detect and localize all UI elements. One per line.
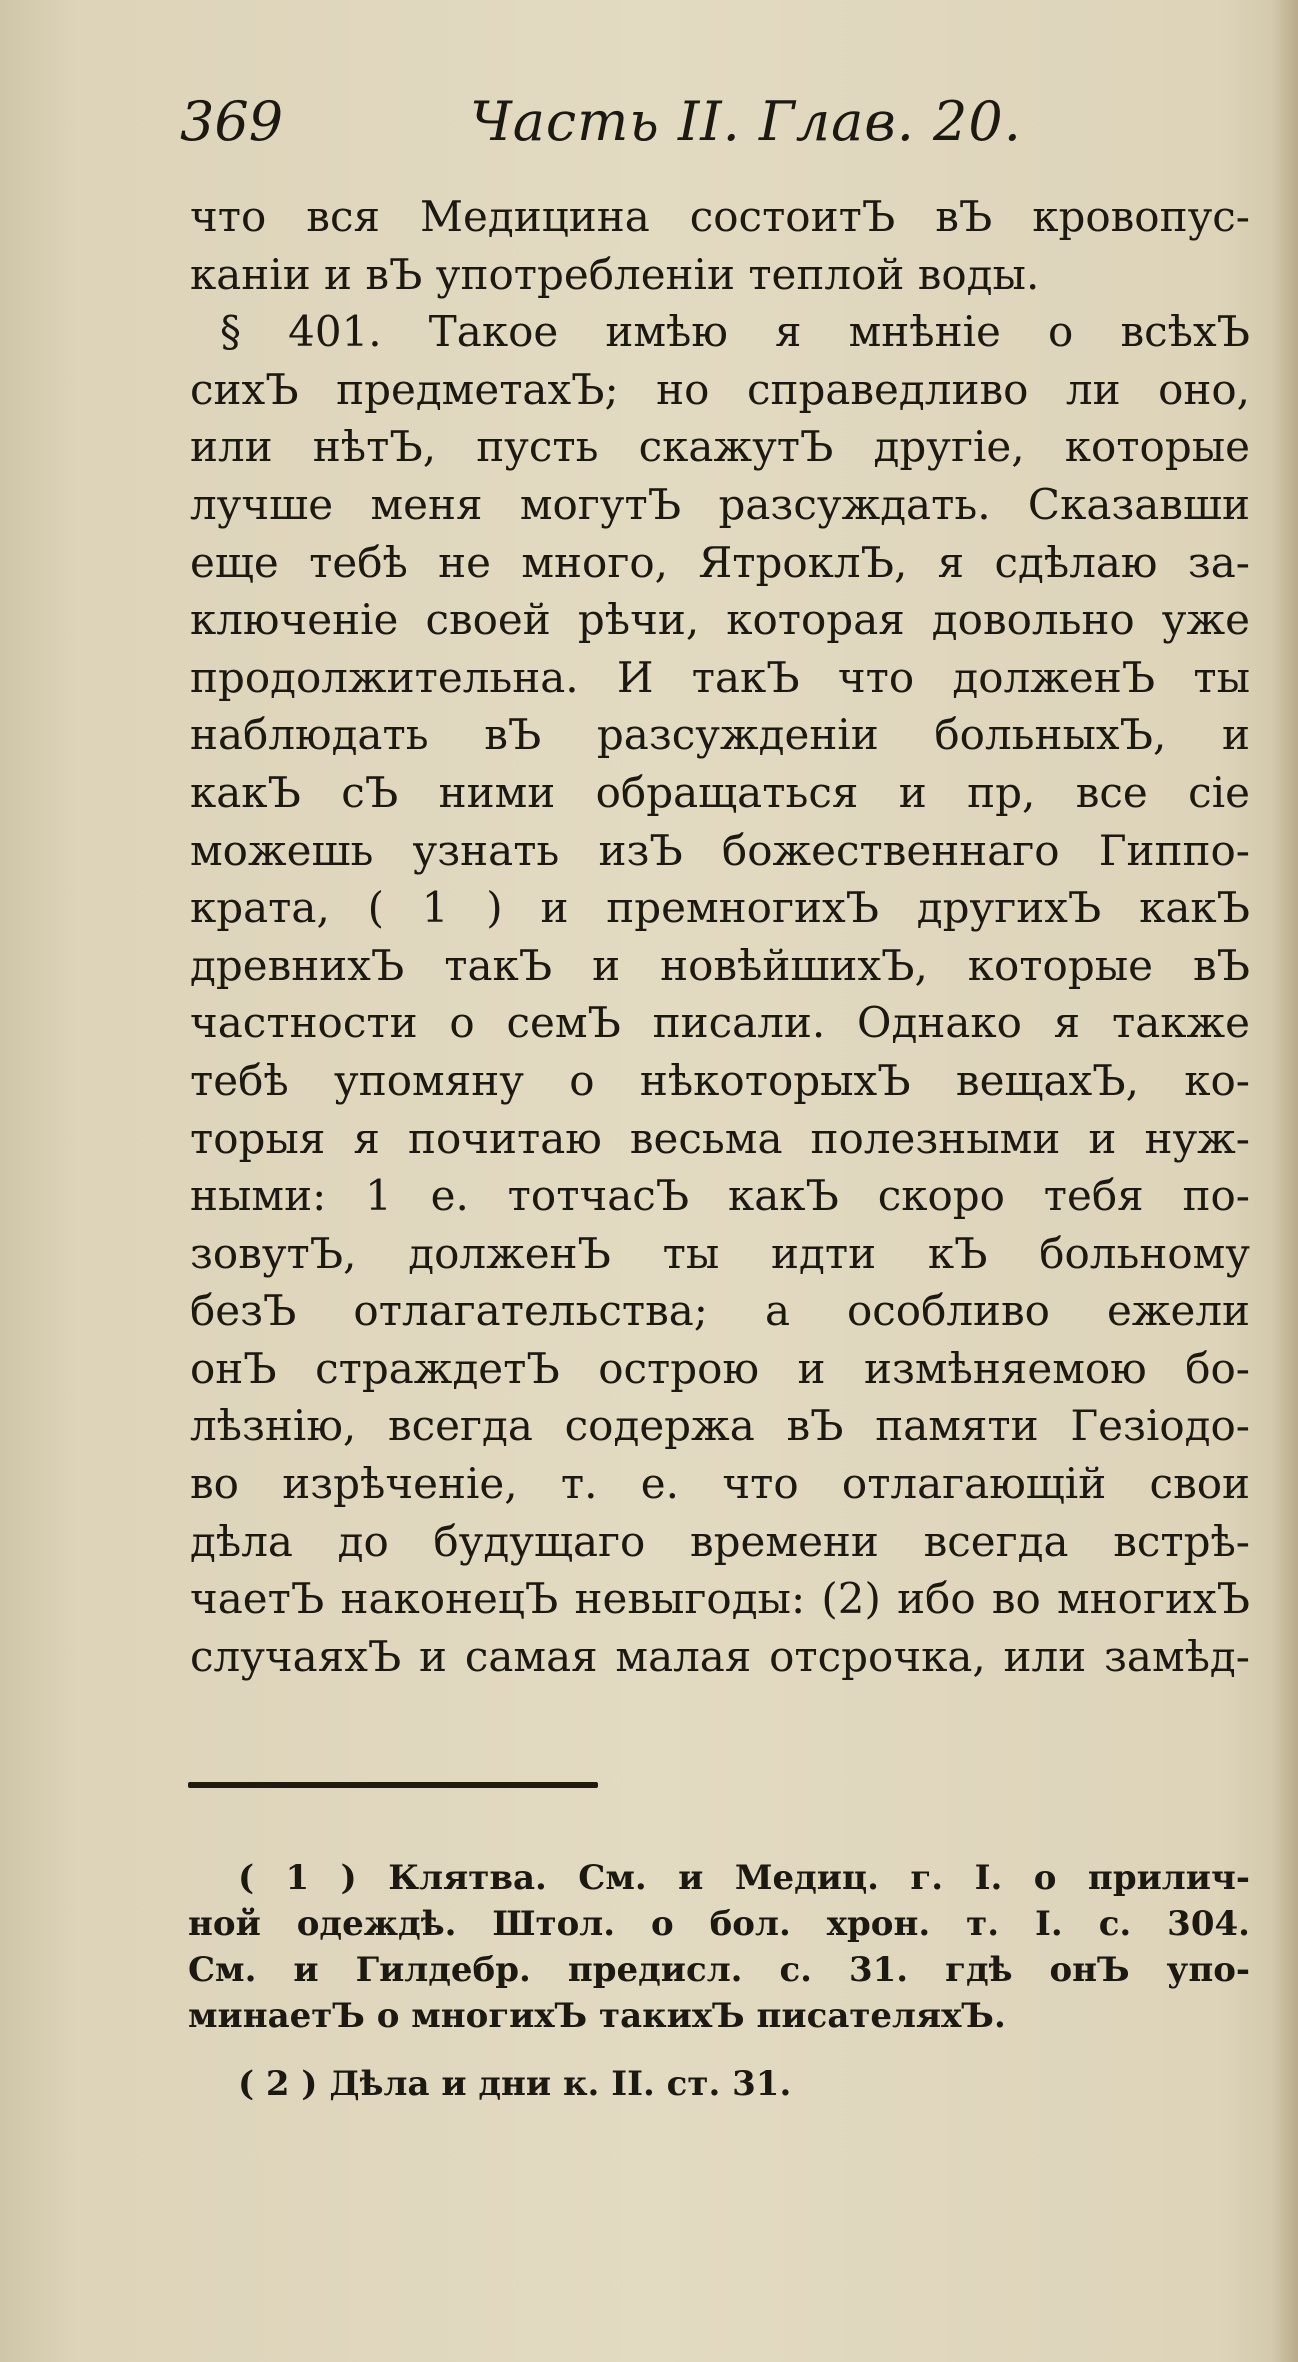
- footnote-line: ( 2 ) Дѣла и дни к. II. ст. 31.: [238, 2064, 792, 2104]
- text-line: зовутЪ, долженЪ ты идти кЪ больному: [190, 1228, 1250, 1278]
- running-title: Часть II. Глав. 20.: [470, 90, 1022, 153]
- text-line: торыя я почитаю весьма полезными и нуж-: [190, 1113, 1250, 1163]
- text-line: частности о семЪ писали. Однако я также: [190, 998, 1250, 1048]
- text-line: лучше меня могутЪ разсуждать. Сказавши: [190, 479, 1250, 529]
- text-line: ными: 1 е. тотчасЪ какЪ скоро тебя по-: [190, 1171, 1250, 1221]
- text-line: или нѣтЪ, пусть скажутЪ другіе, которые: [190, 422, 1250, 472]
- text-line: каніи и вЪ употребленіи теплой воды.: [190, 249, 1040, 299]
- text-line: сихЪ предметахЪ; но справедливо ли оно,: [190, 364, 1250, 414]
- text-line: § 401. Такое имѣю я мнѣніе о всѣхЪ: [220, 307, 1250, 357]
- footnote-line: ( 1 ) Клятва. См. и Медиц. г. I. о прилич-: [238, 1858, 1250, 1898]
- page-header: [180, 82, 1060, 162]
- text-line: какЪ сЪ ними обращаться и пр, все сіе: [190, 767, 1250, 817]
- footnote-1: [188, 1855, 1250, 2039]
- text-line: еще тебѣ не много, ЯтроклЪ, я сдѣлаю за-: [190, 537, 1250, 587]
- footnotes: [188, 1855, 1250, 2107]
- text-line: чаетЪ наконецЪ невыгоды: (2) ибо во многихЪ: [190, 1574, 1250, 1624]
- text-line: продолжительна. И такЪ что долженЪ ты: [190, 652, 1250, 702]
- page-edge-shadow: [1272, 0, 1298, 2362]
- text-line: древнихЪ такЪ и новѣйшихЪ, которые вЪ: [190, 940, 1250, 990]
- main-text: [190, 188, 1250, 1685]
- footnote-2: [238, 2061, 1250, 2107]
- text-line: дѣла до будущаго времени всегда встрѣ-: [190, 1516, 1250, 1566]
- footnote-divider: [188, 1782, 598, 1788]
- text-line: безЪ отлагательства; а особливо ежели: [190, 1286, 1250, 1336]
- text-line: можешь узнать изЪ божественнаго Гиппо-: [190, 825, 1250, 875]
- page-number: 369: [180, 90, 284, 153]
- text-line: онЪ страждетЪ острою и измѣняемою бо-: [190, 1343, 1250, 1393]
- text-line: случаяхЪ и самая малая отсрочка, или замѣд-: [190, 1631, 1250, 1681]
- footnote-line: ной одеждѣ. Штол. о бол. хрон. т. I. с. 304.: [188, 1904, 1250, 1944]
- text-line: крата, ( 1 ) и премногихЪ другихЪ какЪ: [190, 883, 1250, 933]
- text-line: во изрѣченіе, т. е. что отлагающій свои: [190, 1459, 1250, 1509]
- footnote-spacer: [238, 2039, 1250, 2061]
- footnote-line: минаетЪ о многихЪ такихЪ писателяхЪ.: [188, 1996, 1006, 2036]
- text-line: ключеніе своей рѣчи, которая довольно уже: [190, 595, 1250, 645]
- text-line: тебѣ упомяну о нѣкоторыхЪ вещахЪ, ко-: [190, 1055, 1250, 1105]
- text-line: лѣзнію, всегда содержа вЪ памяти Гезіодо-: [190, 1401, 1250, 1451]
- text-line: что вся Медицина состоитЪ вЪ кровопус-: [190, 192, 1250, 241]
- text-line: наблюдать вЪ разсужденіи больныхЪ, и: [190, 710, 1250, 760]
- footnote-line: См. и Гилдебр. предисл. с. 31. гдѣ онЪ упо-: [188, 1950, 1250, 1990]
